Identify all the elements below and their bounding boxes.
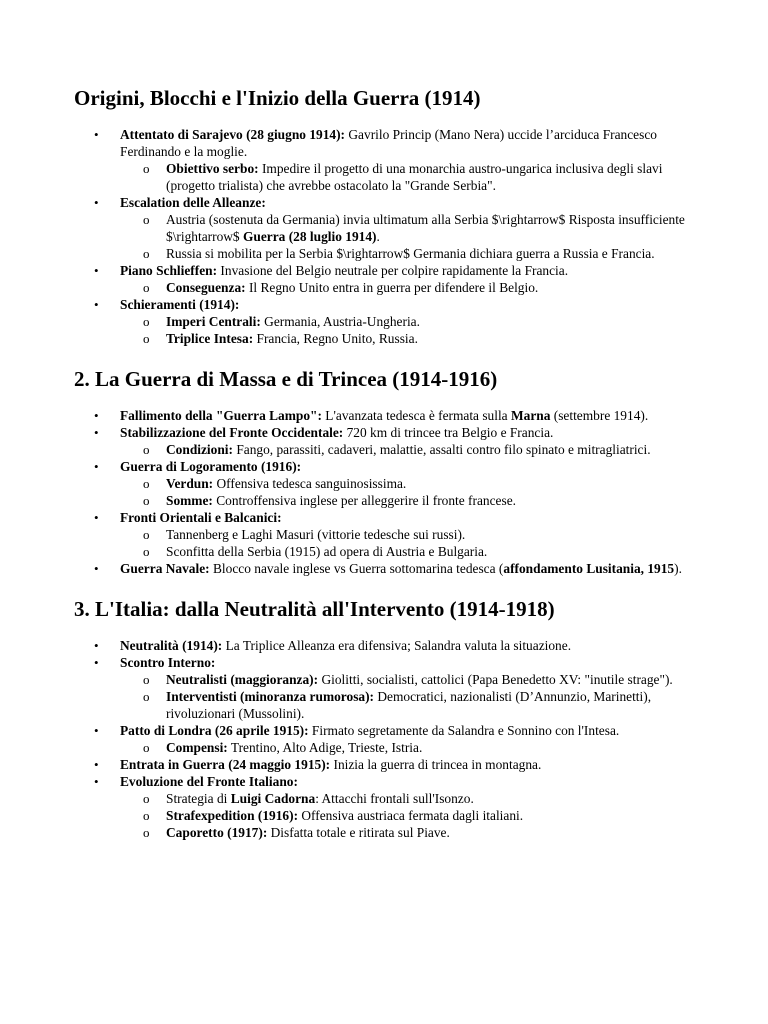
sublist	[120, 526, 708, 560]
item-label: Somme:	[166, 493, 213, 508]
sublist-item	[120, 543, 708, 560]
item-text: Gavrilo Princip (Mano Nera) uccide l’arciduca Francesco Ferdinando e la moglie.	[120, 127, 657, 159]
list-item	[74, 407, 708, 424]
item-label: Guerra di Logoramento (1916):	[120, 459, 302, 474]
item-text: Blocco navale inglese vs Guerra sottomarina tedesca (	[209, 561, 504, 576]
item-text: Sconfitta della Serbia (1915) ad opera di Austria e Bulgaria.	[166, 544, 488, 559]
item-label: Fallimento della "Guerra Lampo":	[120, 408, 322, 423]
sublist-item	[120, 671, 708, 688]
item-label: Verdun:	[166, 476, 214, 491]
item-text: Fango, parassiti, cadaveri, malattie, assalti contro filo spinato e mitragliatrici.	[232, 442, 651, 457]
item-label: Fronti Orientali e Balcanici:	[120, 510, 282, 525]
item-text: Germania, Austria-Ungheria.	[260, 314, 420, 329]
sublist	[120, 313, 708, 347]
list-item	[74, 637, 708, 654]
list-item	[74, 424, 708, 458]
sublist-item	[120, 441, 708, 458]
item-text: Offensiva austriaca fermata dagli italiani.	[298, 808, 524, 823]
sublist-item	[120, 279, 708, 296]
item-bold: Marna	[510, 408, 551, 423]
item-text: Giolitti, socialisti, cattolici (Papa Benedetto XV: "inutile strage").	[318, 672, 673, 687]
sublist-item	[120, 824, 708, 841]
item-label: Escalation delle Alleanze:	[120, 195, 266, 210]
section-list-guerra-di-massa	[74, 407, 708, 577]
section-title-guerra-di-massa: 2. La Guerra di Massa e di Trincea (1914-1916)	[74, 367, 498, 391]
item-label: Strafexpedition (1916):	[166, 808, 299, 823]
item-label: Neutralità (1914):	[120, 638, 223, 653]
sublist-item	[120, 211, 708, 245]
item-text: Austria (sostenuta da Germania) invia ultimatum alla Serbia $\rightarrow$ Risposta insufficiente $\rightarrow$	[166, 212, 685, 244]
item-label: Conseguenza:	[166, 280, 246, 295]
sublist-item	[120, 245, 708, 262]
list-item	[74, 773, 708, 841]
sublist-item	[120, 313, 708, 330]
item-text: Tannenberg e Laghi Masuri (vittorie tedesche sui russi).	[166, 527, 466, 542]
item-label: Attentato di Sarajevo (28 giugno 1914):	[120, 127, 346, 142]
sublist	[120, 441, 708, 458]
item-text: Firmato segretamente da Salandra e Sonnino con l'Intesa.	[308, 723, 620, 738]
sublist-item	[120, 526, 708, 543]
item-text: .	[376, 229, 380, 244]
sublist-item	[120, 492, 708, 509]
item-label: Guerra Navale:	[120, 561, 210, 576]
item-label: Compensi:	[166, 740, 228, 755]
sublist	[120, 790, 708, 841]
item-text: Trentino, Alto Adige, Trieste, Istria.	[227, 740, 423, 755]
list-item	[74, 654, 708, 722]
item-label: Obiettivo serbo:	[166, 161, 259, 176]
item-label: Evoluzione del Fronte Italiano:	[120, 774, 298, 789]
item-label: Imperi Centrali:	[166, 314, 261, 329]
item-label: Piano Schlieffen:	[120, 263, 218, 278]
sublist-item	[120, 790, 708, 807]
item-bold: affondamento Lusitania, 1915	[503, 561, 675, 576]
item-label: Condizioni:	[166, 442, 233, 457]
item-label: Entrata in Guerra (24 maggio 1915):	[120, 757, 331, 772]
item-text: Disfatta totale e ritirata sul Piave.	[267, 825, 450, 840]
sublist-item	[120, 330, 708, 347]
item-label: Schieramenti (1914):	[120, 297, 240, 312]
sublist	[120, 475, 708, 509]
item-label: Caporetto (1917):	[166, 825, 268, 840]
item-text: : Attacchi frontali sull'Isonzo.	[315, 791, 474, 806]
item-text: ).	[674, 561, 682, 576]
item-label: Stabilizzazione del Fronte Occidentale:	[120, 425, 344, 440]
item-text: L'avanzata tedesca è fermata sulla	[321, 408, 511, 423]
item-text: Strategia di	[166, 791, 231, 806]
list-item	[74, 756, 708, 773]
list-item	[74, 126, 708, 194]
item-text: Offensiva tedesca sanguinosissima.	[213, 476, 407, 491]
item-text: Controffensiva inglese per alleggerire il fronte francese.	[212, 493, 517, 508]
list-item	[74, 194, 708, 262]
section-list-italia	[74, 637, 708, 841]
list-item	[74, 262, 708, 296]
section-title-italia: 3. L'Italia: dalla Neutralità all'Intervento (1914-1918)	[74, 597, 555, 621]
section-title-origini: Origini, Blocchi e l'Inizio della Guerra (1914)	[74, 86, 481, 110]
sublist	[120, 739, 708, 756]
sublist	[120, 279, 708, 296]
sublist	[120, 671, 708, 722]
list-item	[74, 560, 708, 577]
item-label: Patto di Londra (26 aprile 1915):	[120, 723, 309, 738]
item-label: Neutralisti (maggioranza):	[166, 672, 319, 687]
sublist-item	[120, 688, 708, 722]
item-bold: Luigi Cadorna	[230, 791, 316, 806]
item-bold: Guerra (28 luglio 1914)	[242, 229, 377, 244]
item-text: Il Regno Unito entra in guerra per difendere il Belgio.	[245, 280, 539, 295]
sublist	[120, 211, 708, 262]
item-text: Inizia la guerra di trincea in montagna.	[330, 757, 542, 772]
item-text: Francia, Regno Unito, Russia.	[253, 331, 418, 346]
list-item	[74, 458, 708, 509]
sublist-item	[120, 475, 708, 492]
item-label: Scontro Interno:	[120, 655, 216, 670]
sublist-item	[120, 160, 708, 194]
item-text: Impedire il progetto di una monarchia austro-ungarica inclusiva degli slavi (progetto trialista) che avrebbe ostacolato la "Grande Serbia".	[166, 161, 663, 193]
item-text: Russia si mobilita per la Serbia $\rightarrow$ Germania dichiara guerra a Russia e Francia.	[166, 246, 655, 261]
item-text: 720 km di trincee tra Belgio e Francia.	[343, 425, 554, 440]
list-item	[74, 296, 708, 347]
list-item	[74, 722, 708, 756]
sublist-item	[120, 739, 708, 756]
item-text: La Triplice Alleanza era difensiva; Salandra valuta la situazione.	[222, 638, 572, 653]
item-text: Democratici, nazionalisti (D’Annunzio, Marinetti), rivoluzionari (Mussolini).	[166, 689, 652, 721]
list-item	[74, 509, 708, 560]
item-label: Interventisti (minoranza rumorosa):	[166, 689, 375, 704]
section-list-origini	[74, 126, 708, 347]
item-label: Triplice Intesa:	[166, 331, 254, 346]
item-text: (settembre 1914).	[550, 408, 649, 423]
sublist-item	[120, 807, 708, 824]
sublist	[120, 160, 708, 194]
item-text: Invasione del Belgio neutrale per colpire rapidamente la Francia.	[217, 263, 569, 278]
